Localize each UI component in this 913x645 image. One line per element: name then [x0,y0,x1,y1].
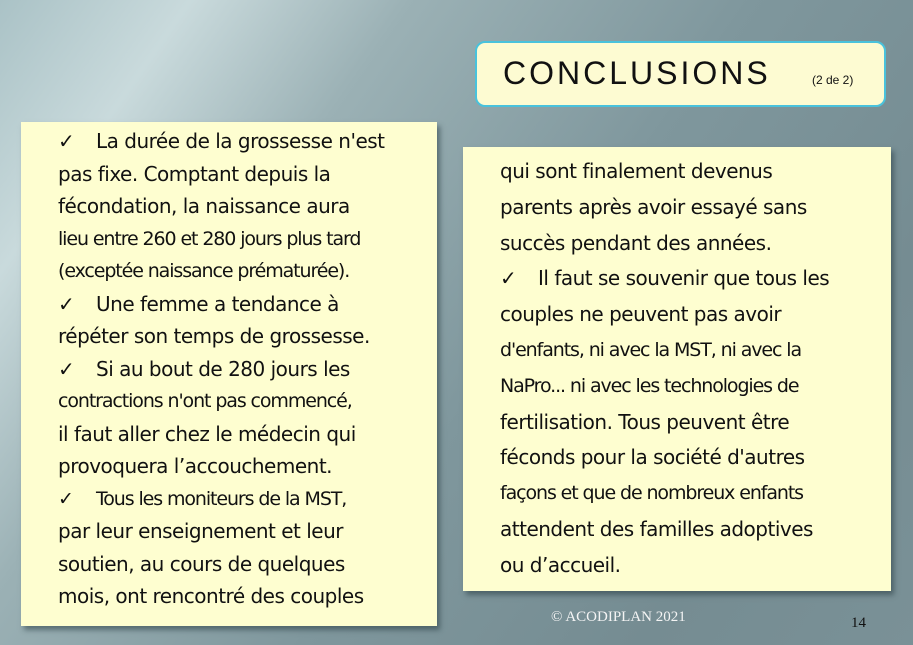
right-text-panel [463,147,891,591]
checkmark-icon: ✓ [58,487,73,510]
text-line: NaPro... ni avec les technologies de [500,374,799,397]
text-line: parents après avoir essayé sans [500,194,807,219]
left-text-panel [21,122,437,626]
text-line: mois, ont rencontré des couples [58,584,364,608]
checkmark-icon: ✓ [58,291,75,316]
checkmark-icon: ✓ [500,266,517,291]
title-box [475,41,886,107]
text-line: d'enfants, ni avec la MST, ni avec la [500,338,801,361]
text-line: par leur enseignement et leur [58,519,344,543]
text-line: pas fixe. Comptant depuis la [58,161,331,186]
text-line: (exceptée naissance prématurée). [58,260,350,282]
text-line: contractions n'ont pas commencé, [58,390,352,412]
text-line: répéter son temps de grossesse. [58,324,370,348]
text-line: provoquera l’accouchement. [58,454,333,478]
text-line: couples ne peuvent pas avoir [500,302,782,327]
page-number: 14 [851,615,866,631]
text-line: façons et que de nombreux enfants [500,482,803,505]
text-line: ✓ Une femme a tendance à [58,288,427,321]
text-line: soutien, au cours de quelques [58,551,345,576]
text-line: fécondation, la naissance aura [58,194,350,218]
text-line: ✓ Si au bout de 280 jours les [58,353,427,386]
slide-title: CONCLUSIONS [503,55,771,91]
checkmark-icon: ✓ [58,356,75,381]
text-line: lieu entre 260 et 280 jours plus tard [58,227,361,250]
text-line: féconds pour la société d'autres [500,445,805,470]
slide-title-suffix: (2 de 2) [812,73,854,87]
text-line: qui sont finalement devenus [500,159,773,183]
text-line: ✓ La durée de la grossesse n'est [58,125,427,158]
text-line: ✓ Tous les moniteurs de la MST, [58,483,427,516]
text-line: fertilisation. Tous peuvent être [500,409,790,434]
text-line: ✓ Il faut se souvenir que tous les [500,261,883,297]
checkmark-icon: ✓ [58,129,75,153]
text-line: ou d’accueil. [500,552,621,577]
text-line: il faut aller chez le médecin qui [58,421,356,446]
copyright-footer: © ACODIPLAN 2021 [551,609,686,625]
text-line: attendent des familles adoptives [500,516,813,541]
text-line: succès pendant des années. [500,230,772,255]
